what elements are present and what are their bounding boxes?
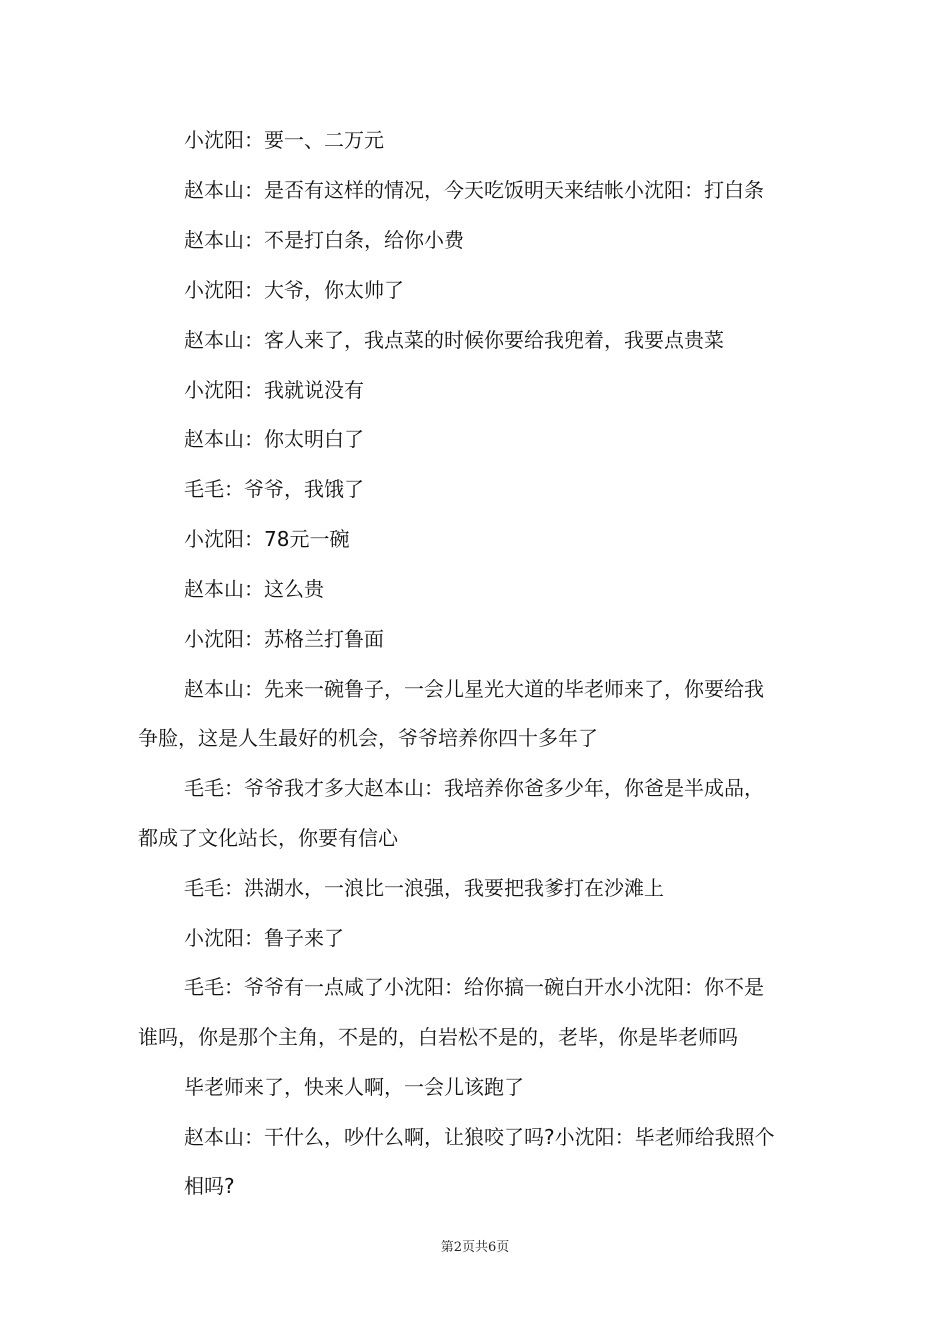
page-number: 第2页共6页 (440, 1240, 510, 1255)
text-line: 毛毛：爷爷有一点咸了小沈阳：给你搞一碗白开水小沈阳：你不是 (184, 975, 764, 999)
text-line: 赵本山：不是打白条，给你小费 (184, 228, 464, 252)
text-line: 毛毛：爷爷，我饿了 (184, 477, 364, 501)
text-line: 小沈阳：苏格兰打鲁面 (184, 627, 384, 651)
text-line: 小沈阳：78元一碗 (184, 527, 350, 551)
text-line: 相吗? (184, 1174, 235, 1198)
text-line: 赵本山：先来一碗鲁子，一会儿星光大道的毕老师来了，你要给我 (184, 677, 764, 701)
text-line: 赵本山：这么贵 (184, 577, 324, 601)
text-line: 争脸，这是人生最好的机会，爷爷培养你四十多年了 (138, 726, 598, 750)
text-line: 赵本山：干什么，吵什么啊，让狼咬了吗?小沈阳：毕老师给我照个 (184, 1125, 775, 1149)
text-line: 小沈阳：大爷，你太帅了 (184, 278, 404, 302)
text-line: 赵本山：你太明白了 (184, 427, 364, 451)
text-line: 谁吗，你是那个主角，不是的，白岩松不是的，老毕，你是毕老师吗 (138, 1025, 738, 1049)
text-line: 小沈阳：要一、二万元 (184, 128, 384, 152)
text-line: 赵本山：是否有这样的情况，今天吃饭明天来结帐小沈阳：打白条 (184, 178, 764, 202)
text-line: 毛毛：爷爷我才多大赵本山：我培养你爸多少年，你爸是半成品， (184, 776, 764, 800)
text-line: 小沈阳：鲁子来了 (184, 926, 344, 950)
text-line: 毛毛：洪湖水，一浪比一浪强，我要把我爹打在沙滩上 (184, 876, 664, 900)
text-line: 都成了文化站长，你要有信心 (138, 826, 398, 850)
text-line: 毕老师来了，快来人啊，一会儿该跑了 (184, 1075, 524, 1099)
text-line: 赵本山：客人来了，我点菜的时候你要给我兜着，我要点贵菜 (184, 328, 724, 352)
text-line: 小沈阳：我就说没有 (184, 378, 364, 402)
